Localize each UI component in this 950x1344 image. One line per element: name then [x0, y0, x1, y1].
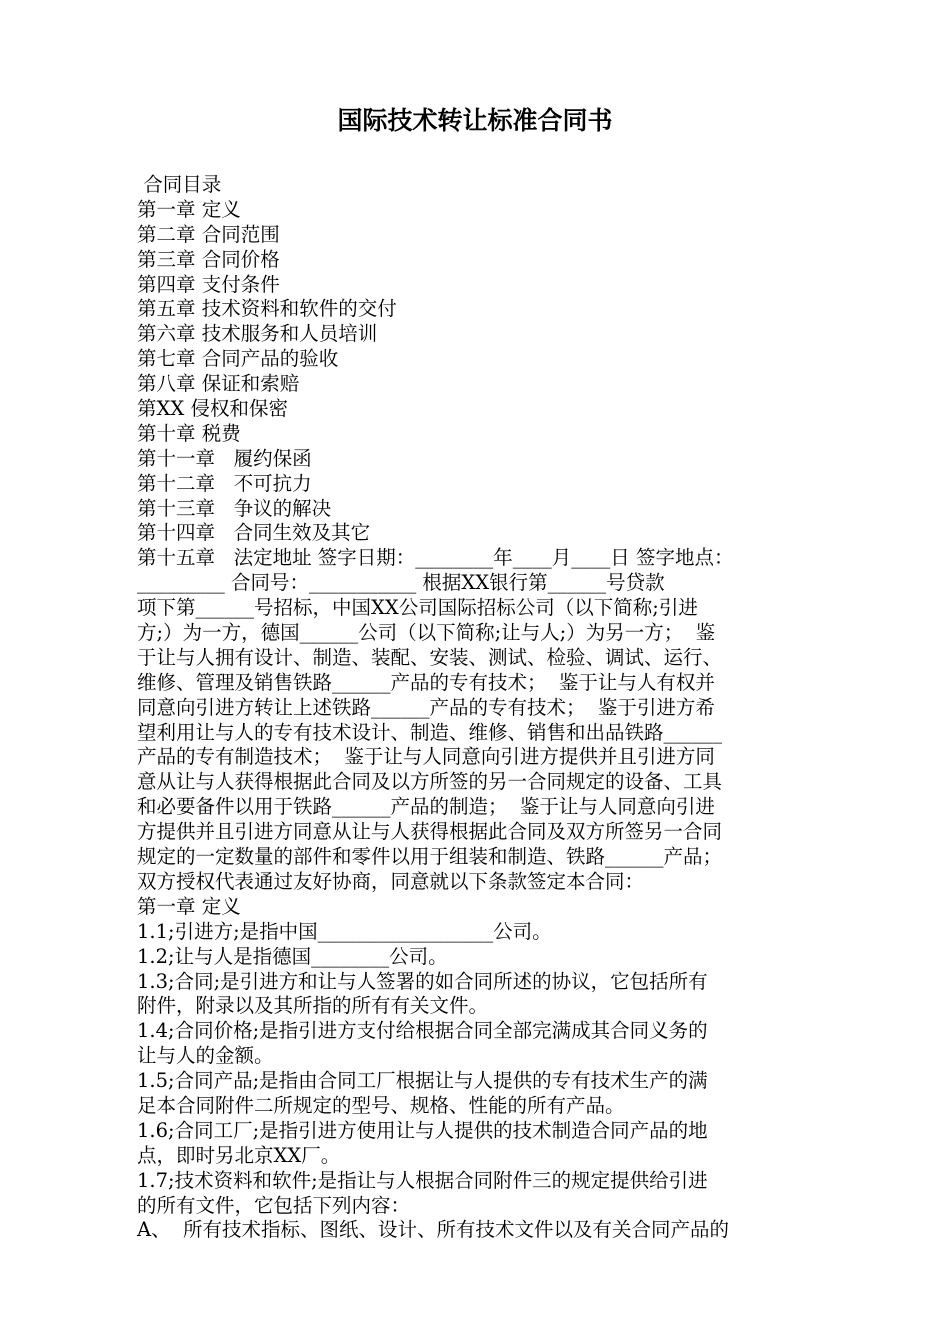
document-body [137, 173, 817, 1243]
text-line: 第十章 税费 [137, 421, 241, 445]
text-line: 1.6;合同工厂;是指引进方使用让与人提供的技术制造合同产品的地 [137, 1118, 708, 1142]
text-line: 第三章 合同价格 [137, 247, 280, 271]
text-line: 1.7;技术资料和软件;是指让与人根据合同附件三的规定提供给引进 [137, 1168, 708, 1192]
text-line: 双方授权代表通过友好协商，同意就以下条款签定本合同： [137, 869, 645, 893]
text-line: 让与人的金额。 [137, 1044, 274, 1068]
text-line: 第十二章 不可抗力 [137, 471, 312, 495]
text-line: 方;）为一方，德国______公司（以下简称;让与人;）为另一方； 鉴 [137, 621, 716, 645]
text-line: 点，即时另北京XX厂。 [137, 1143, 341, 1167]
text-line: 规定的一定数量的部件和零件以用于组装和制造、铁路______产品； [137, 845, 723, 869]
text-line: 1.4;合同价格;是指引进方支付给根据合同全部完满成其合同义务的 [137, 1019, 708, 1043]
text-line: 第XX 侵权和保密 [137, 397, 288, 421]
text-line: 第一章 定义 [137, 197, 241, 221]
text-line: 第七章 合同产品的验收 [137, 347, 339, 371]
text-line: 意从让与人获得根据此合同及以方所签的另一合同规定的设备、工具 [137, 770, 723, 794]
text-line: 第五章 技术资料和软件的交付 [137, 297, 397, 321]
document-title: 国际技术转让标准合同书 [337, 106, 613, 135]
text-line: 第十三章 争议的解决 [137, 496, 332, 520]
text-line: 1.2;让与人是指德国________公司。 [137, 944, 448, 968]
text-line: 足本合同附件二所规定的型号、规格、性能的所有产品。 [137, 1093, 625, 1117]
text-line: 第二章 合同范围 [137, 222, 280, 246]
text-line: 项下第______号招标，中国XX公司国际招标公司（以下简称;引进 [137, 596, 698, 620]
text-line: 1.1;引进方;是指中国__________________公司。 [137, 919, 552, 943]
text-line: 第十四章 合同生效及其它 [137, 521, 371, 545]
text-line: 于让与人拥有设计、制造、装配、安装、测试、检验、调试、运行、 [137, 645, 723, 669]
text-line: 产品的专有制造技术； 鉴于让与人同意向引进方提供并且引进方同 [137, 745, 715, 769]
text-line: 合同目录 [137, 173, 222, 196]
text-line: _________ 合同号：___________ 根据XX银行第______号贷款 [137, 571, 665, 595]
text-line: 第十一章 履约保函 [137, 446, 312, 470]
text-line: 1.5;合同产品;是指由合同工厂根据让与人提供的专有技术生产的满 [137, 1069, 708, 1093]
text-line: 1.3;合同;是引进方和让与人签署的如合同所述的协议，它包括所有 [137, 969, 708, 993]
text-line: 第一章 定义 [137, 894, 241, 918]
text-line: 同意向引进方转让上述铁路______产品的专有技术； 鉴于引进方希 [137, 695, 715, 719]
text-line: 第十五章 法定地址 签字日期：________年____月____日 签字地点： [137, 546, 734, 570]
text-line: A、 所有技术指标、图纸、设计、所有技术文件以及有关合同产品的 [137, 1218, 729, 1242]
text-line: 第六章 技术服务和人员培训 [137, 322, 378, 346]
text-line: 望利用让与人的专有技术设计、制造、维修、销售和出品铁路______ [137, 720, 723, 744]
text-line: 第八章 保证和索赔 [137, 372, 300, 396]
text-line: 的所有文件，它包括下列内容： [137, 1193, 411, 1217]
text-line: 维修、管理及销售铁路______产品的专有技术； 鉴于让与人有权并 [137, 670, 715, 694]
text-line: 和必要备件以用于铁路______产品的制造； 鉴于让与人同意向引进 [137, 795, 715, 819]
text-line: 方提供并且引进方同意从让与人获得根据此合同及双方所签另一合同 [137, 820, 723, 844]
text-line: 第四章 支付条件 [137, 272, 280, 296]
text-line: 附件，附录以及其所指的所有有关文件。 [137, 994, 489, 1018]
